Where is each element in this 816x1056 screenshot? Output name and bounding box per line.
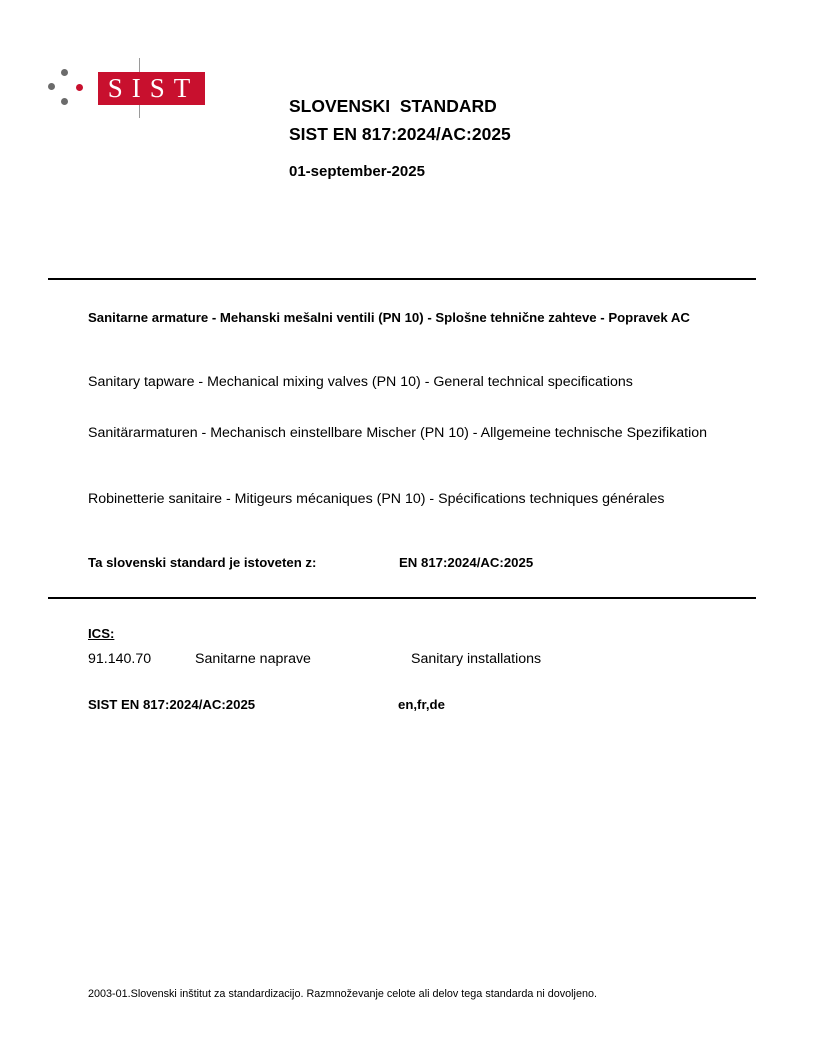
identity-label: Ta slovenski standard je istoveten z: [88, 555, 317, 570]
logo-wordmark: SIST [98, 72, 205, 105]
title-slovenian: Sanitarne armature - Mehanski mešalni ventili (PN 10) - Splošne tehnične zahteve - Popravek AC [88, 310, 690, 325]
ics-name-en: Sanitary installations [411, 651, 542, 667]
copyright-footer: 2003-01.Slovenski inštitut za standardizacijo. Razmnoževanje celote ali delov tega standarda ni dovoljeno. [88, 988, 597, 1000]
ics-code: 91.140.70 [88, 651, 152, 667]
ics-heading: ICS: [88, 626, 115, 641]
standard-type: SLOVENSKI STANDARD [289, 96, 497, 116]
logo-dot-top [61, 69, 68, 76]
reference-code: SIST EN 817:2024/AC:2025 [88, 697, 256, 712]
reference-languages: en,fr,de [398, 697, 445, 712]
logo-dot-bottom [61, 98, 68, 105]
ics-name-sl: Sanitarne naprave [195, 651, 311, 667]
publication-date: 01-september-2025 [289, 163, 425, 180]
title-german: Sanitärarmaturen - Mechanisch einstellbare Mischer (PN 10) - Allgemeine technische Spezifikation [88, 425, 708, 441]
identity-value: EN 817:2024/AC:2025 [399, 555, 534, 570]
logo-dot-right [76, 84, 83, 91]
title-french: Robinetterie sanitaire - Mitigeurs mécaniques (PN 10) - Spécifications techniques générales [88, 491, 665, 507]
title-english: Sanitary tapware - Mechanical mixing valves (PN 10) - General technical specifications [88, 374, 633, 390]
standard-code: SIST EN 817:2024/AC:2025 [289, 124, 511, 144]
top-divider [48, 278, 756, 280]
bottom-divider [48, 597, 756, 599]
logo-dot-left [48, 83, 55, 90]
